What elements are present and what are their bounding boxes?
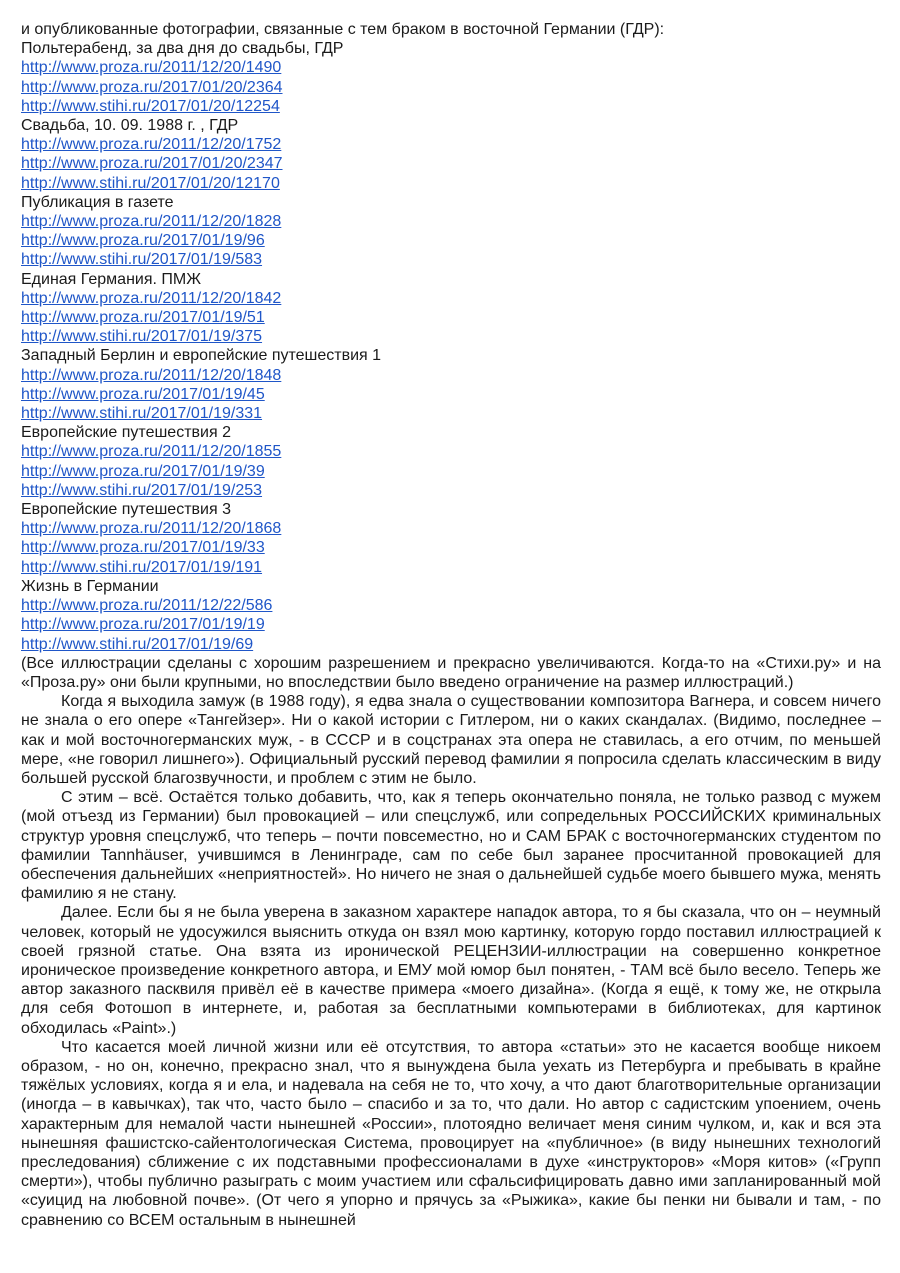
link-row [21,78,881,97]
publication-link[interactable]: http://www.proza.ru/2011/12/20/1752 [21,136,282,154]
illustration-note: (Все иллюстрации сделаны с хорошим разрешением и прекрасно увеличиваются. Когда-то на «Стихи.ру» и на «Проза.ру» они были крупными, но впоследствии было введено ограничение на размер иллюстраций.) [21,654,881,691]
publication-link[interactable]: http://www.proza.ru/2017/01/19/19 [21,616,265,634]
paragraph-wagner: Когда я выходила замуж (в 1988 году), я едва знала о существовании композитора Вагнера, и совсем ничего не знала о его опере «Тангейзер». Ни о какой истории с Гитлером, ни о каких скандалах. (Видимо, последнее – как и мой восточногерманских муж, - в СССР и в соцстранах эта опера не ставилась, а его отчим, по меньшей мере, «не говорил лишнего»). Официальный русский перевод фамилии я попросила сделать классическим в виду большей русской благозвучности, и проблем с этим не было. [21,693,881,787]
paragraph-marriage: С этим – всё. Остаётся только добавить, что, как я теперь окончательно поняла, не только развод с мужем (мой отъезд из Германии) был провокацией – или спецслужб, или сопредельных РОССИЙСКИХ криминальных структур уровня спецслужб, что теперь – почти повсеместно, но и САМ БРАК с восточногерманских студентом по фамилии Tannhäuser, учившимся в Ленинграде, сам по себе был заранее просчитанной провокацией для обеспечения дальнейших «неприятностей». Но ничего не зная о дальнейшей судьбе моего бывшего мужа, менять фамилию я не стану. [21,789,881,903]
link-row [21,308,881,327]
publication-link[interactable]: http://www.stihi.ru/2017/01/19/253 [21,481,263,499]
publication-link[interactable]: http://www.stihi.ru/2017/01/19/331 [21,405,263,423]
publication-link[interactable]: http://www.proza.ru/2017/01/19/45 [21,385,265,403]
link-row [21,212,881,231]
publication-link[interactable]: http://www.stihi.ru/2017/01/19/375 [21,328,263,346]
publication-link[interactable]: http://www.proza.ru/2011/12/20/1842 [21,289,282,307]
paragraph-illustration: Далее. Если бы я не была уверена в заказном характере нападок автора, то я бы сказала, что он – неумный человек, который не удосужился выяснить откуда он взял мою картинку, которую гордо поставил иллюстрацией к своей грязной статье. Она взята из иронической РЕЦЕНЗИИ-иллюстрации на совершенно конкретное ироническое произведение конкретного автора, и ЕМУ мой юмор был понятен, - ТАМ всё было весело. Теперь же автор заказного пасквиля привёл её в качестве примера «моего дизайна». (Когда я ещё, к тому же, не открыла для себя Фотошоп в интернете, и, работая за бесплатными компьютерами в библиотеках, для картинок обходилась «Paint».) [21,904,881,1037]
link-row [21,327,881,346]
publication-link[interactable]: http://www.proza.ru/2011/12/20/1855 [21,443,282,461]
publication-link[interactable]: http://www.proza.ru/2017/01/19/96 [21,232,265,250]
link-row [21,635,881,654]
publication-link[interactable]: http://www.proza.ru/2011/12/20/1828 [21,213,282,231]
link-row [21,538,881,557]
link-row [21,231,881,250]
section-title: Свадьба, 10. 09. 1988 г. , ГДР [21,117,239,135]
link-row [21,385,881,404]
publication-link[interactable]: http://www.stihi.ru/2017/01/19/69 [21,635,254,653]
link-row [21,442,881,461]
link-row [21,519,881,538]
publication-link[interactable]: http://www.proza.ru/2017/01/19/33 [21,539,265,557]
link-row [21,97,881,116]
link-row [21,289,881,308]
section-title: Европейские путешествия 2 [21,424,231,442]
section-title: Публикация в газете [21,193,174,211]
link-row [21,135,881,154]
link-row [21,250,881,269]
section-title: Единая Германия. ПМЖ [21,270,202,288]
section-title: Польтерабенд, за два дня до свадьбы, ГДР [21,40,344,58]
publication-link[interactable]: http://www.proza.ru/2011/12/22/586 [21,597,273,615]
link-row [21,462,881,481]
link-row [21,154,881,173]
section-title: Западный Берлин и европейские путешествия 1 [21,347,382,365]
document-body [21,20,881,1230]
link-row [21,404,881,423]
section-title: Жизнь в Германии [21,577,159,595]
link-row [21,174,881,193]
publication-link[interactable]: http://www.proza.ru/2017/01/20/2364 [21,78,283,96]
photo-link-list [21,39,881,654]
publication-link[interactable]: http://www.stihi.ru/2017/01/19/191 [21,558,263,576]
link-row [21,596,881,615]
publication-link[interactable]: http://www.stihi.ru/2017/01/19/583 [21,251,263,269]
paragraph-personal-life: Что касается моей личной жизни или её отсутствия, то автора «статьи» это не касается вообще никоем образом, - но он, конечно, прекрасно знал, что я вынуждена была уехать из Петербурга и пребывать в крайне тяжёлых условиях, когда я и ела, и надевала на себя не то, что хочу, а что дают благотворительные организации (иногда – в кавычках), так что, часто было – спасибо и за то, что дали. Но автор с садистским упоением, очень характерным для немалой части нынешней «России», плотоядно величает меня синим чулком, и, как и вся эта нынешняя фашистско-сайентологическая Система, провоцирует на «публичное» (в виду нынешних технологий преследования) сближение с их подставными профессионалами в духе «инструкторов» «Моря китов» («Групп смерти»), чтобы публично разыграть с моим участием или сфальсифицировать давно ими запланированный мой «суицид на любовной почве». (От чего я упорно и прячусь за «Рыжика», какие бы пенки ни бывали и там, - по сравнению со ВСЕМ остальным в нынешней [21,1038,881,1229]
publication-link[interactable]: http://www.proza.ru/2011/12/20/1490 [21,59,282,77]
publication-link[interactable]: http://www.stihi.ru/2017/01/20/12170 [21,174,280,192]
link-row [21,615,881,634]
link-row [21,58,881,77]
publication-link[interactable]: http://www.proza.ru/2011/12/20/1848 [21,366,282,384]
link-row [21,481,881,500]
intro-line: и опубликованные фотографии, связанные с тем браком в восточной Германии (ГДР): [21,21,665,38]
link-row [21,366,881,385]
publication-link[interactable]: http://www.proza.ru/2017/01/19/51 [21,309,265,327]
publication-link[interactable]: http://www.stihi.ru/2017/01/20/12254 [21,97,280,115]
link-row [21,558,881,577]
publication-link[interactable]: http://www.proza.ru/2017/01/19/39 [21,462,265,480]
section-title: Европейские путешествия 3 [21,501,231,519]
publication-link[interactable]: http://www.proza.ru/2017/01/20/2347 [21,155,283,173]
publication-link[interactable]: http://www.proza.ru/2011/12/20/1868 [21,520,282,538]
